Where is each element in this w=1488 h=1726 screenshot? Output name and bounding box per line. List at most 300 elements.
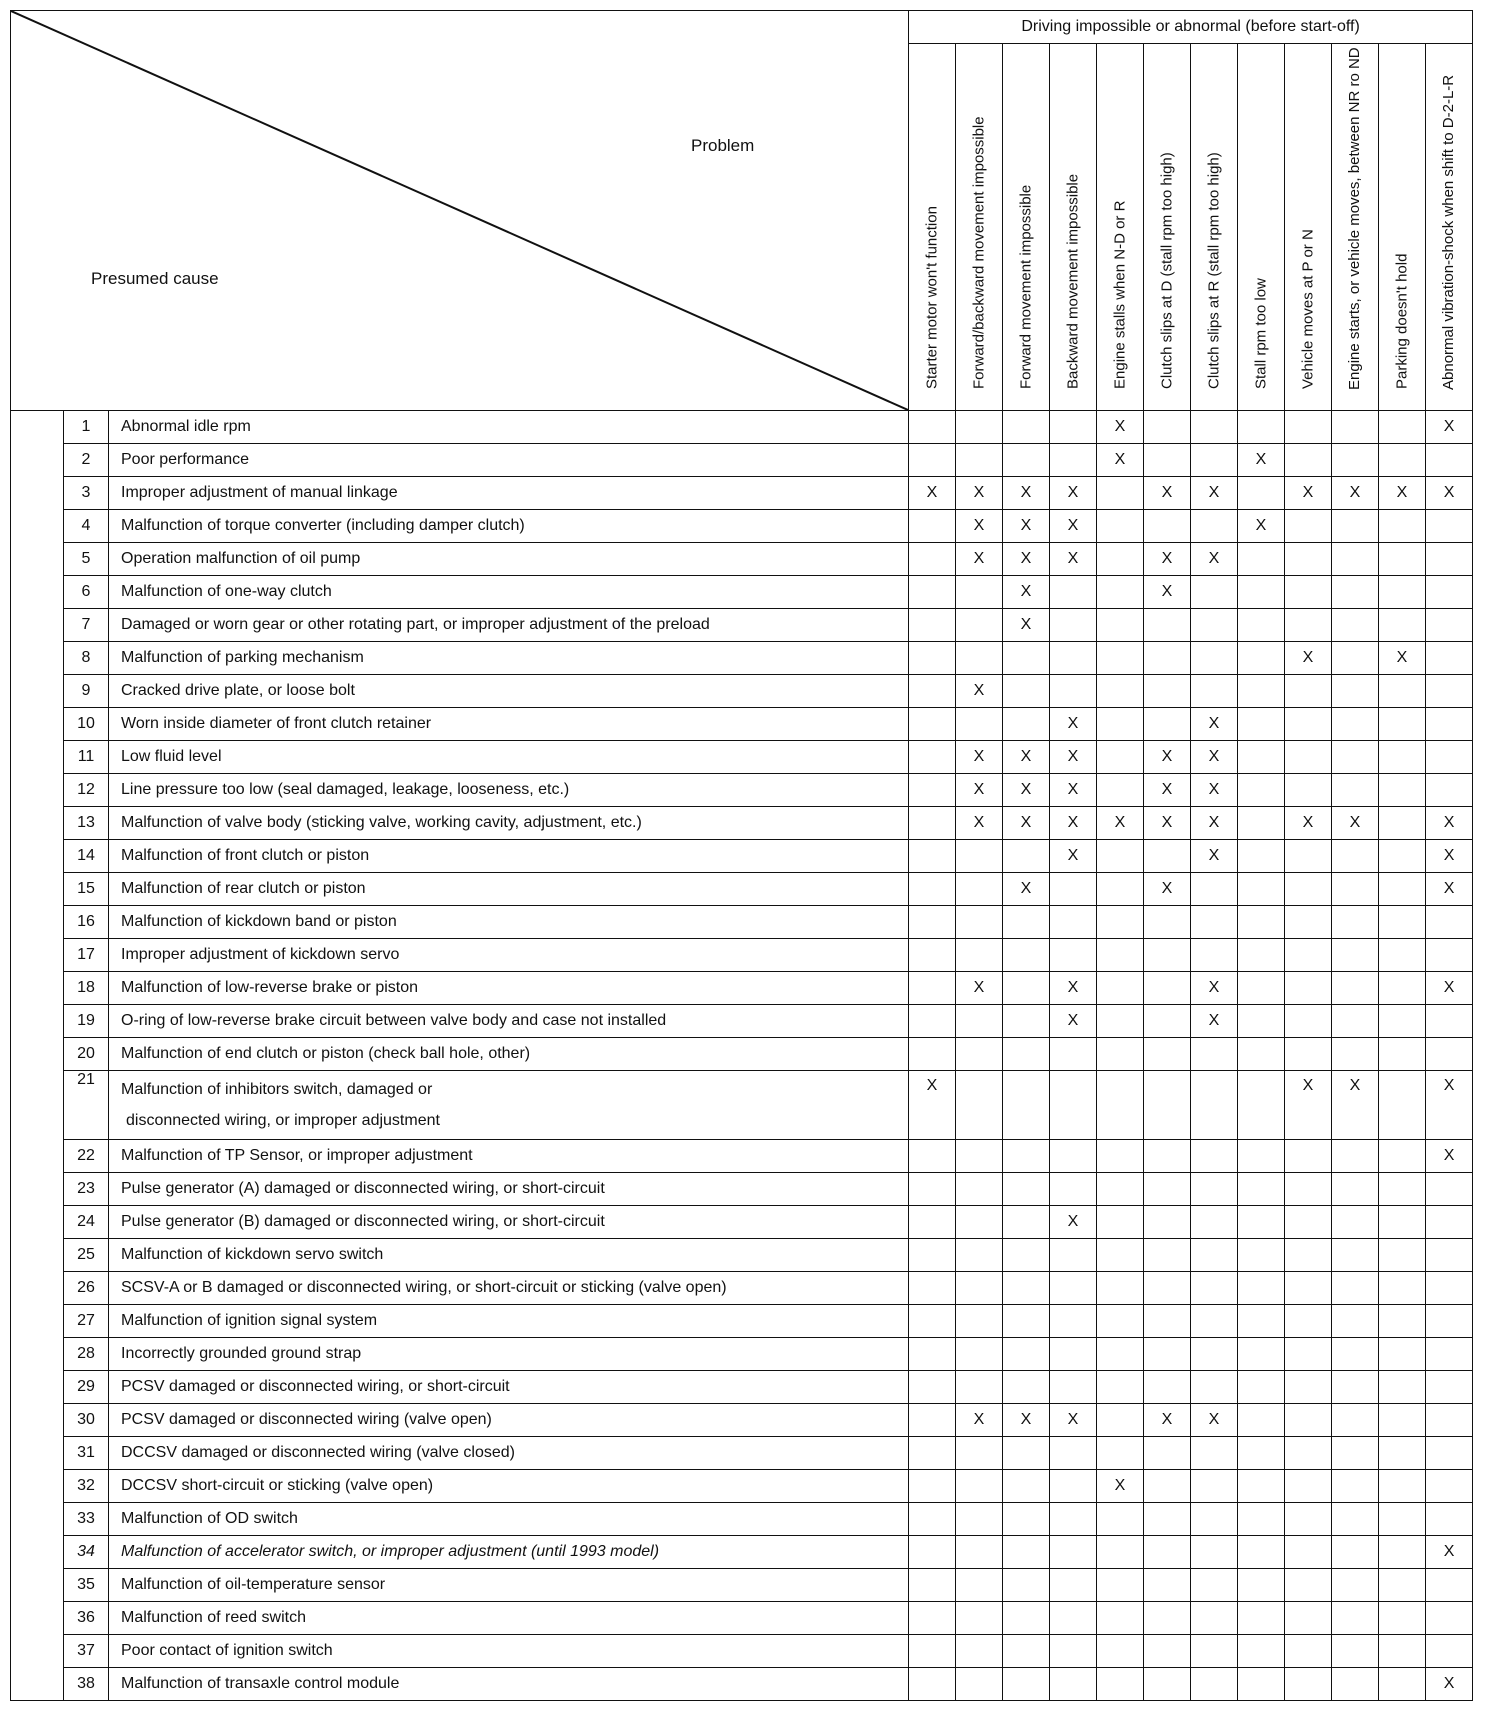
mark-cell xyxy=(909,1173,956,1206)
mark-cell xyxy=(1191,1338,1238,1371)
mark-cell xyxy=(909,708,956,741)
mark-cell xyxy=(1097,1371,1144,1404)
mark-cell xyxy=(1050,642,1097,675)
cause-description: DCCSV short-circuit or sticking (valve open) xyxy=(109,1470,909,1503)
row-number: 34 xyxy=(64,1536,109,1569)
mark-cell xyxy=(1379,1602,1426,1635)
mark-cell xyxy=(1097,873,1144,906)
mark-cell xyxy=(1379,1569,1426,1602)
row-number: 30 xyxy=(64,1404,109,1437)
mark-cell xyxy=(1144,939,1191,972)
mark-cell xyxy=(909,774,956,807)
mark-cell xyxy=(1332,1404,1379,1437)
mark-cell xyxy=(1097,906,1144,939)
mark-cell: X xyxy=(1144,576,1191,609)
mark-cell xyxy=(1097,1536,1144,1569)
mark-cell: X xyxy=(1426,1071,1473,1140)
row-number: 5 xyxy=(64,543,109,576)
column-header-6 xyxy=(1144,44,1191,411)
left-margin-column xyxy=(11,411,64,1701)
mark-cell xyxy=(1332,708,1379,741)
mark-cell xyxy=(909,1536,956,1569)
cause-description: Improper adjustment of kickdown servo xyxy=(109,939,909,972)
mark-cell xyxy=(1191,1206,1238,1239)
mark-cell xyxy=(1003,1173,1050,1206)
mark-cell xyxy=(1332,840,1379,873)
mark-cell xyxy=(1285,873,1332,906)
mark-cell xyxy=(1144,1206,1191,1239)
mark-cell xyxy=(1332,906,1379,939)
mark-cell xyxy=(956,576,1003,609)
mark-cell xyxy=(956,840,1003,873)
mark-cell: X xyxy=(1191,1005,1238,1038)
mark-cell: X xyxy=(956,972,1003,1005)
mark-cell xyxy=(956,642,1003,675)
table-row xyxy=(11,1536,1473,1569)
mark-cell xyxy=(1097,609,1144,642)
mark-cell xyxy=(1097,1503,1144,1536)
mark-cell xyxy=(1238,1569,1285,1602)
column-header-label: Engine stalls when N-D or R xyxy=(1111,200,1129,389)
row-number: 2 xyxy=(64,444,109,477)
mark-cell xyxy=(1332,1668,1379,1701)
mark-cell xyxy=(909,741,956,774)
mark-cell xyxy=(1097,543,1144,576)
row-number: 35 xyxy=(64,1569,109,1602)
mark-cell: X xyxy=(1050,510,1097,543)
mark-cell xyxy=(1332,444,1379,477)
table-row xyxy=(11,675,1473,708)
cause-description: Malfunction of end clutch or piston (check ball hole, other) xyxy=(109,1038,909,1071)
table-row xyxy=(11,411,1473,444)
mark-cell: X xyxy=(1144,543,1191,576)
mark-cell xyxy=(1238,1272,1285,1305)
mark-cell xyxy=(1003,1305,1050,1338)
mark-cell xyxy=(1426,1338,1473,1371)
mark-cell xyxy=(1097,1338,1144,1371)
mark-cell xyxy=(1191,906,1238,939)
mark-cell xyxy=(956,1437,1003,1470)
mark-cell: X xyxy=(1191,1404,1238,1437)
mark-cell xyxy=(1379,444,1426,477)
mark-cell xyxy=(1144,708,1191,741)
row-number: 32 xyxy=(64,1470,109,1503)
mark-cell xyxy=(1191,1668,1238,1701)
cause-description: Malfunction of kickdown band or piston xyxy=(109,906,909,939)
mark-cell xyxy=(1332,1470,1379,1503)
mark-cell xyxy=(1379,1635,1426,1668)
mark-cell xyxy=(1238,906,1285,939)
mark-cell xyxy=(1379,1338,1426,1371)
mark-cell xyxy=(1379,1173,1426,1206)
mark-cell xyxy=(1379,1470,1426,1503)
mark-cell: X xyxy=(1426,807,1473,840)
mark-cell xyxy=(1426,444,1473,477)
cause-description: Worn inside diameter of front clutch retainer xyxy=(109,708,909,741)
cause-description: Malfunction of front clutch or piston xyxy=(109,840,909,873)
mark-cell: X xyxy=(956,510,1003,543)
table-row xyxy=(11,1038,1473,1071)
presumed-cause-label: Presumed cause xyxy=(91,269,219,288)
mark-cell: X xyxy=(1050,774,1097,807)
mark-cell xyxy=(1003,1437,1050,1470)
mark-cell xyxy=(1097,1272,1144,1305)
mark-cell xyxy=(1332,576,1379,609)
mark-cell xyxy=(1191,1071,1238,1140)
cause-description: Pulse generator (A) damaged or disconnected wiring, or short-circuit xyxy=(109,1173,909,1206)
mark-cell: X xyxy=(1238,444,1285,477)
mark-cell xyxy=(1426,906,1473,939)
mark-cell xyxy=(1379,1668,1426,1701)
mark-cell xyxy=(1144,840,1191,873)
cause-description: Malfunction of low-reverse brake or piston xyxy=(109,972,909,1005)
table-row xyxy=(11,939,1473,972)
mark-cell: X xyxy=(1097,807,1144,840)
mark-cell xyxy=(1238,1668,1285,1701)
mark-cell: X xyxy=(1144,873,1191,906)
cause-description: Malfunction of accelerator switch, or improper adjustment (until 1993 model) xyxy=(109,1536,909,1569)
mark-cell xyxy=(1050,1503,1097,1536)
mark-cell xyxy=(1426,675,1473,708)
mark-cell xyxy=(956,1206,1003,1239)
mark-cell: X xyxy=(956,807,1003,840)
column-header-label: Parking doesn't hold xyxy=(1393,253,1411,389)
column-header-label: Engine starts, or vehicle moves, between NR ro ND xyxy=(1346,47,1364,390)
table-row xyxy=(11,543,1473,576)
mark-cell xyxy=(1003,1338,1050,1371)
mark-cell xyxy=(1379,840,1426,873)
mark-cell xyxy=(1191,642,1238,675)
mark-cell: X xyxy=(1050,972,1097,1005)
mark-cell xyxy=(1144,1503,1191,1536)
mark-cell xyxy=(1097,1569,1144,1602)
mark-cell xyxy=(1003,1239,1050,1272)
mark-cell xyxy=(1238,1536,1285,1569)
mark-cell xyxy=(1144,1305,1191,1338)
mark-cell xyxy=(1379,873,1426,906)
mark-cell xyxy=(1332,543,1379,576)
cause-description: Damaged or worn gear or other rotating part, or improper adjustment of the preload xyxy=(109,609,909,642)
table-row xyxy=(11,774,1473,807)
row-number: 7 xyxy=(64,609,109,642)
cause-description: Improper adjustment of manual linkage xyxy=(109,477,909,510)
mark-cell: X xyxy=(1003,1404,1050,1437)
mark-cell xyxy=(1144,972,1191,1005)
column-header-label: Clutch slips at R (stall rpm too high) xyxy=(1205,152,1223,389)
mark-cell xyxy=(1426,1305,1473,1338)
mark-cell xyxy=(909,675,956,708)
mark-cell xyxy=(1003,1503,1050,1536)
mark-cell: X xyxy=(1191,477,1238,510)
mark-cell xyxy=(1332,1635,1379,1668)
mark-cell xyxy=(1144,1371,1191,1404)
mark-cell xyxy=(1332,1536,1379,1569)
row-number: 1 xyxy=(64,411,109,444)
mark-cell: X xyxy=(1426,840,1473,873)
mark-cell xyxy=(1097,708,1144,741)
mark-cell xyxy=(1332,1503,1379,1536)
mark-cell xyxy=(1379,411,1426,444)
mark-cell xyxy=(1238,840,1285,873)
mark-cell xyxy=(1379,1140,1426,1173)
mark-cell xyxy=(1144,675,1191,708)
mark-cell xyxy=(1238,1038,1285,1071)
mark-cell xyxy=(1285,840,1332,873)
group-title: Driving impossible or abnormal (before start-off) xyxy=(909,11,1473,44)
mark-cell xyxy=(1426,1404,1473,1437)
table-row xyxy=(11,1005,1473,1038)
mark-cell xyxy=(1003,444,1050,477)
mark-cell xyxy=(1144,1272,1191,1305)
mark-cell xyxy=(956,1602,1003,1635)
mark-cell xyxy=(1238,741,1285,774)
mark-cell xyxy=(956,411,1003,444)
cause-description: PCSV damaged or disconnected wiring, or short-circuit xyxy=(109,1371,909,1404)
mark-cell xyxy=(1285,510,1332,543)
mark-cell xyxy=(1144,510,1191,543)
mark-cell xyxy=(1285,972,1332,1005)
mark-cell xyxy=(1003,1140,1050,1173)
mark-cell xyxy=(1191,609,1238,642)
table-row xyxy=(11,1437,1473,1470)
table-row xyxy=(11,1404,1473,1437)
column-header-12 xyxy=(1426,44,1473,411)
mark-cell: X xyxy=(1050,807,1097,840)
mark-cell xyxy=(1003,411,1050,444)
mark-cell xyxy=(1003,1668,1050,1701)
mark-cell xyxy=(1050,1371,1097,1404)
row-number: 21 xyxy=(64,1071,109,1140)
mark-cell xyxy=(1238,972,1285,1005)
mark-cell xyxy=(1191,1470,1238,1503)
mark-cell xyxy=(1144,444,1191,477)
mark-cell xyxy=(909,1437,956,1470)
mark-cell xyxy=(1191,1140,1238,1173)
mark-cell xyxy=(1144,1635,1191,1668)
mark-cell xyxy=(1191,1038,1238,1071)
mark-cell xyxy=(1144,1437,1191,1470)
mark-cell xyxy=(1050,1635,1097,1668)
row-number: 15 xyxy=(64,873,109,906)
table-row xyxy=(11,1071,1473,1140)
mark-cell xyxy=(909,1470,956,1503)
mark-cell xyxy=(1379,708,1426,741)
mark-cell xyxy=(1050,1071,1097,1140)
table-row xyxy=(11,972,1473,1005)
mark-cell xyxy=(1332,675,1379,708)
mark-cell xyxy=(1097,1239,1144,1272)
mark-cell xyxy=(1144,642,1191,675)
cause-description: Malfunction of reed switch xyxy=(109,1602,909,1635)
mark-cell: X xyxy=(1144,477,1191,510)
mark-cell xyxy=(1050,939,1097,972)
row-number: 9 xyxy=(64,675,109,708)
mark-cell: X xyxy=(1097,411,1144,444)
mark-cell xyxy=(1285,1005,1332,1038)
mark-cell xyxy=(909,906,956,939)
mark-cell xyxy=(1003,1536,1050,1569)
mark-cell xyxy=(1191,1437,1238,1470)
mark-cell xyxy=(1332,1005,1379,1038)
mark-cell xyxy=(956,1470,1003,1503)
table-row xyxy=(11,1305,1473,1338)
mark-cell: X xyxy=(1191,972,1238,1005)
mark-cell xyxy=(1097,1173,1144,1206)
column-header-4 xyxy=(1050,44,1097,411)
mark-cell xyxy=(1285,1470,1332,1503)
mark-cell xyxy=(1003,1635,1050,1668)
mark-cell xyxy=(1097,1005,1144,1038)
mark-cell xyxy=(1144,1173,1191,1206)
cause-description: Abnormal idle rpm xyxy=(109,411,909,444)
mark-cell: X xyxy=(1191,840,1238,873)
mark-cell xyxy=(909,840,956,873)
mark-cell xyxy=(1332,1272,1379,1305)
cause-description: Malfunction of kickdown servo switch xyxy=(109,1239,909,1272)
mark-cell: X xyxy=(1144,1404,1191,1437)
table-row xyxy=(11,873,1473,906)
mark-cell: X xyxy=(1379,477,1426,510)
mark-cell xyxy=(1191,939,1238,972)
mark-cell: X xyxy=(1426,411,1473,444)
mark-cell xyxy=(1191,444,1238,477)
mark-cell xyxy=(1379,741,1426,774)
mark-cell xyxy=(1050,411,1097,444)
mark-cell xyxy=(1238,1173,1285,1206)
column-header-label: Stall rpm too low xyxy=(1252,278,1270,389)
mark-cell xyxy=(1285,1305,1332,1338)
mark-cell xyxy=(1050,1272,1097,1305)
mark-cell xyxy=(1144,1071,1191,1140)
column-header-11 xyxy=(1379,44,1426,411)
mark-cell xyxy=(1285,1503,1332,1536)
mark-cell xyxy=(1050,1140,1097,1173)
mark-cell: X xyxy=(1379,642,1426,675)
mark-cell xyxy=(1285,576,1332,609)
mark-cell: X xyxy=(1003,576,1050,609)
mark-cell xyxy=(1003,939,1050,972)
mark-cell xyxy=(1191,1173,1238,1206)
mark-cell xyxy=(1238,939,1285,972)
mark-cell xyxy=(1144,1536,1191,1569)
mark-cell xyxy=(1426,1602,1473,1635)
cause-description: Low fluid level xyxy=(109,741,909,774)
mark-cell xyxy=(956,444,1003,477)
mark-cell xyxy=(909,543,956,576)
mark-cell xyxy=(1285,1272,1332,1305)
mark-cell xyxy=(1426,1569,1473,1602)
mark-cell: X xyxy=(1285,1071,1332,1140)
mark-cell xyxy=(1285,939,1332,972)
mark-cell xyxy=(1238,675,1285,708)
mark-cell xyxy=(956,906,1003,939)
mark-cell xyxy=(1050,906,1097,939)
mark-cell xyxy=(1426,543,1473,576)
mark-cell xyxy=(1097,939,1144,972)
row-number: 25 xyxy=(64,1239,109,1272)
mark-cell xyxy=(1426,708,1473,741)
mark-cell xyxy=(1050,873,1097,906)
mark-cell xyxy=(1285,1038,1332,1071)
row-number: 28 xyxy=(64,1338,109,1371)
mark-cell xyxy=(1191,510,1238,543)
mark-cell xyxy=(1426,1437,1473,1470)
mark-cell: X xyxy=(1426,972,1473,1005)
mark-cell xyxy=(1426,1038,1473,1071)
mark-cell xyxy=(1238,477,1285,510)
mark-cell xyxy=(1238,576,1285,609)
cause-description: Poor performance xyxy=(109,444,909,477)
mark-cell xyxy=(1050,1305,1097,1338)
mark-cell xyxy=(1426,1005,1473,1038)
mark-cell xyxy=(1097,642,1144,675)
mark-cell xyxy=(956,1305,1003,1338)
table-row xyxy=(11,444,1473,477)
mark-cell xyxy=(1238,1005,1285,1038)
table-row xyxy=(11,510,1473,543)
mark-cell xyxy=(1144,1668,1191,1701)
mark-cell xyxy=(1238,1602,1285,1635)
mark-cell: X xyxy=(909,1071,956,1140)
table-row xyxy=(11,477,1473,510)
mark-cell xyxy=(956,1536,1003,1569)
mark-cell xyxy=(1144,1470,1191,1503)
mark-cell xyxy=(1426,1206,1473,1239)
mark-cell xyxy=(1379,1503,1426,1536)
mark-cell xyxy=(1144,411,1191,444)
mark-cell: X xyxy=(1050,477,1097,510)
mark-cell xyxy=(1285,1437,1332,1470)
mark-cell xyxy=(1285,708,1332,741)
mark-cell xyxy=(909,1038,956,1071)
mark-cell: X xyxy=(1191,807,1238,840)
mark-cell xyxy=(1097,576,1144,609)
mark-cell xyxy=(1332,1206,1379,1239)
row-number: 17 xyxy=(64,939,109,972)
table-row xyxy=(11,1239,1473,1272)
mark-cell xyxy=(1426,609,1473,642)
mark-cell xyxy=(956,1239,1003,1272)
column-header-2 xyxy=(956,44,1003,411)
mark-cell xyxy=(1426,642,1473,675)
mark-cell xyxy=(1332,1305,1379,1338)
mark-cell: X xyxy=(1003,873,1050,906)
mark-cell xyxy=(909,807,956,840)
row-number: 11 xyxy=(64,741,109,774)
mark-cell: X xyxy=(1332,477,1379,510)
mark-cell xyxy=(1097,1437,1144,1470)
mark-cell xyxy=(1238,1404,1285,1437)
table-row xyxy=(11,1668,1473,1701)
cause-description: Operation malfunction of oil pump xyxy=(109,543,909,576)
mark-cell xyxy=(1426,510,1473,543)
mark-cell xyxy=(1332,642,1379,675)
mark-cell xyxy=(1097,1206,1144,1239)
column-header-3 xyxy=(1003,44,1050,411)
mark-cell xyxy=(1097,675,1144,708)
mark-cell: X xyxy=(909,477,956,510)
mark-cell xyxy=(1238,1470,1285,1503)
row-number: 29 xyxy=(64,1371,109,1404)
mark-cell xyxy=(1285,1569,1332,1602)
mark-cell xyxy=(909,1404,956,1437)
mark-cell: X xyxy=(1050,1005,1097,1038)
mark-cell xyxy=(909,1602,956,1635)
mark-cell xyxy=(1144,609,1191,642)
mark-cell: X xyxy=(956,477,1003,510)
mark-cell: X xyxy=(1050,741,1097,774)
mark-cell xyxy=(909,609,956,642)
